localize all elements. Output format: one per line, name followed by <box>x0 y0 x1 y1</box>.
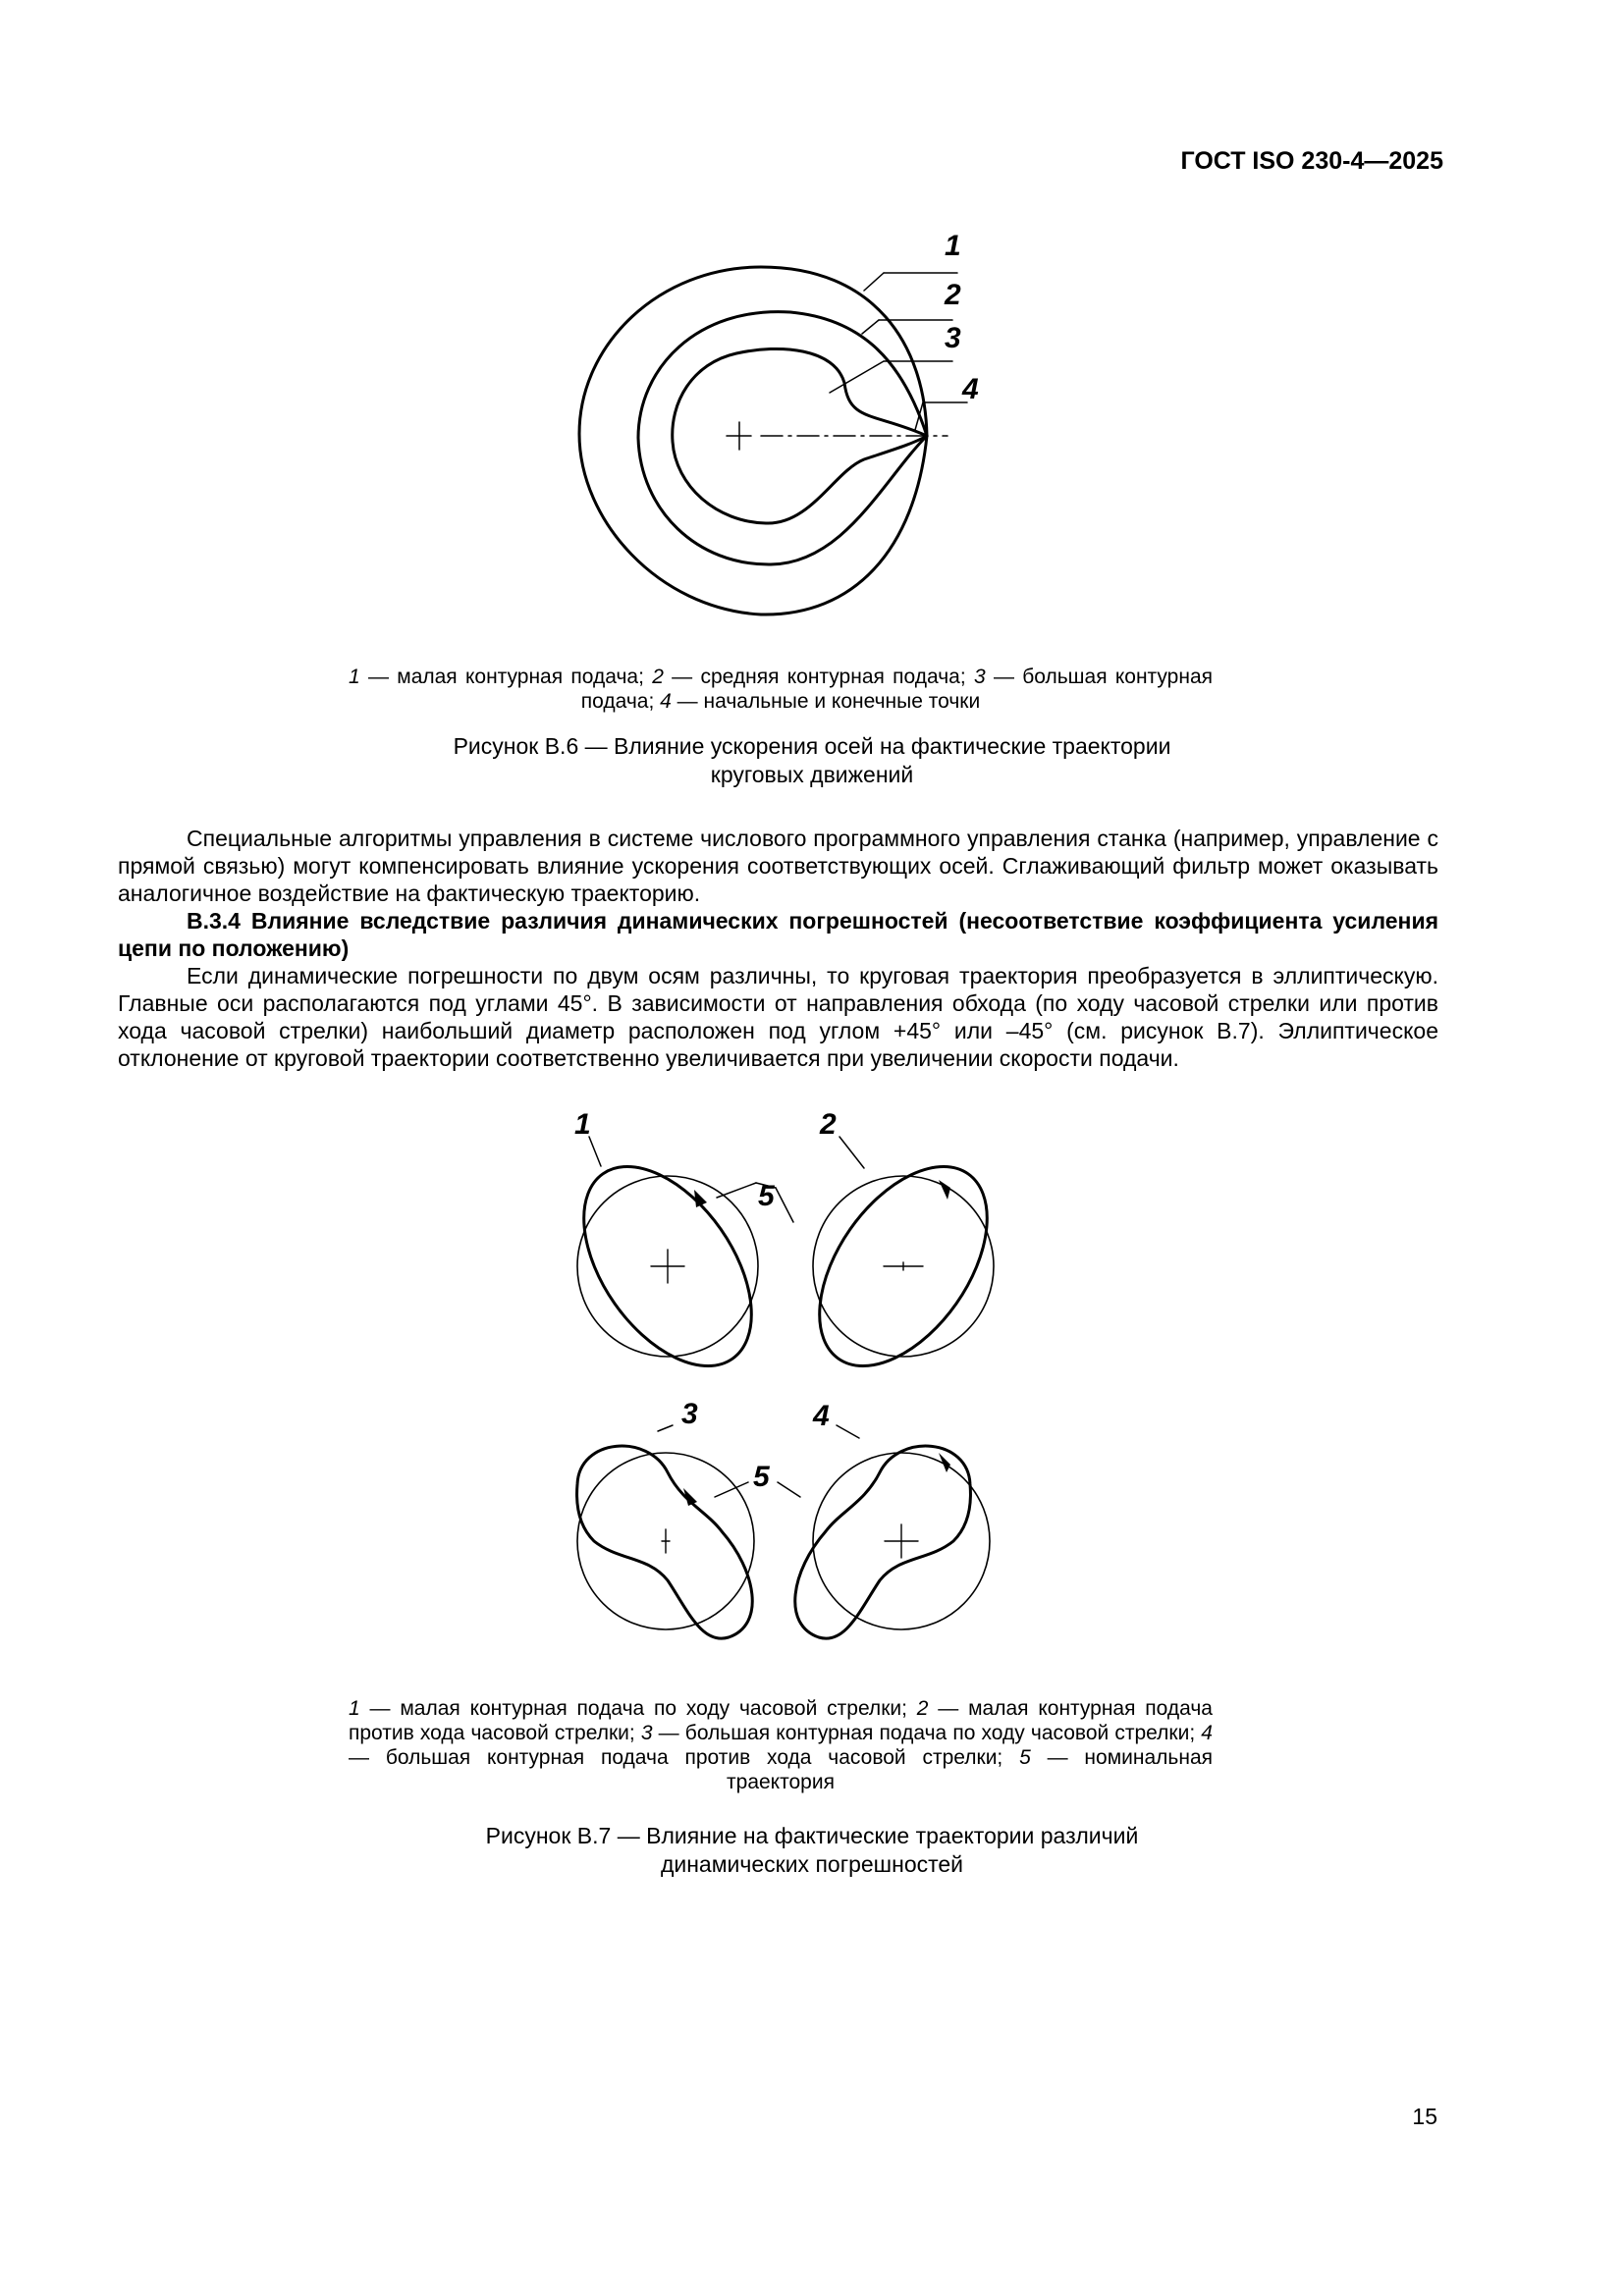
figure-b7-label-2: 2 <box>820 1109 837 1141</box>
figure-b7-drawing <box>550 1109 1001 1659</box>
arrow-1 <box>694 1190 707 1207</box>
section-heading-b34: В.3.4 Влияние вследствие различия динамических погрешностей (несоответствие коэффициента усиления цепи по положению) <box>118 908 1438 961</box>
trajectory-4-peanut <box>795 1446 971 1638</box>
paragraph-1: Специальные алгоритмы управления в системе числового программного управления станка (например, управление с прямой связью) могут компенсировать влияние ускорения соответствующих осей. Сглаживающий фильтр может оказывать аналогичное воздействие на фактическую траекторию. <box>118 826 1438 906</box>
body-text <box>118 825 1438 1072</box>
figure-b7-label-5-top: 5 <box>758 1180 775 1212</box>
figure-b6-label-1: 1 <box>945 230 961 262</box>
figure-b7-label-1: 1 <box>574 1109 591 1141</box>
paragraph-2: Если динамические погрешности по двум осям различны, то круговая траектория преобразуется в эллиптическую. Главные оси располагаются под углами 45°. В зависимости от направления обхода (по ходу часовой стрелки или против хода часовой стрелки) наибольший диаметр расположен под углом +45° или –45° (см. рисунок В.7). Эллиптическое отклонение от круговой траектории соответственно увеличивается при увеличении скорости подачи. <box>118 963 1438 1071</box>
figure-b7-legend: 1 — малая контурная подача по ходу часовой стрелки; 2 — малая контурная подача против хода часовой стрелки; 3 — большая контурная подача по ходу часовой стрелки; 4 — большая контурная подача против хода часовой стрелки; 5 — номинальная траектория <box>349 1697 1213 1793</box>
figure-b6-caption: Рисунок В.6 — Влияние ускорения осей на фактические траектории круговых движений <box>453 733 1171 787</box>
figure-b7-label-4: 4 <box>813 1400 830 1432</box>
figure-b7-label-5-bottom: 5 <box>753 1461 770 1493</box>
figure-b6-legend: 1 — малая контурная подача; 2 — средняя контурная подача; 3 — большая контурная подача; 4 — начальные и конечные точки <box>349 666 1213 713</box>
figure-b7-caption: Рисунок В.7 — Влияние на фактические траектории различий динамических погрешностей <box>485 1823 1139 1877</box>
figure-b6-label-2: 2 <box>945 279 961 311</box>
document-header: ГОСТ ISO 230-4—2025 <box>1180 147 1443 175</box>
page-number: 15 <box>1412 2104 1437 2129</box>
trajectory-3-peanut <box>577 1446 753 1638</box>
figure-b6-label-3: 3 <box>945 322 961 354</box>
arrow-2 <box>939 1180 950 1200</box>
figure-b7-label-3: 3 <box>681 1398 698 1430</box>
figure-b6-label-4: 4 <box>962 373 979 405</box>
figure-b6-drawing <box>550 226 1001 638</box>
